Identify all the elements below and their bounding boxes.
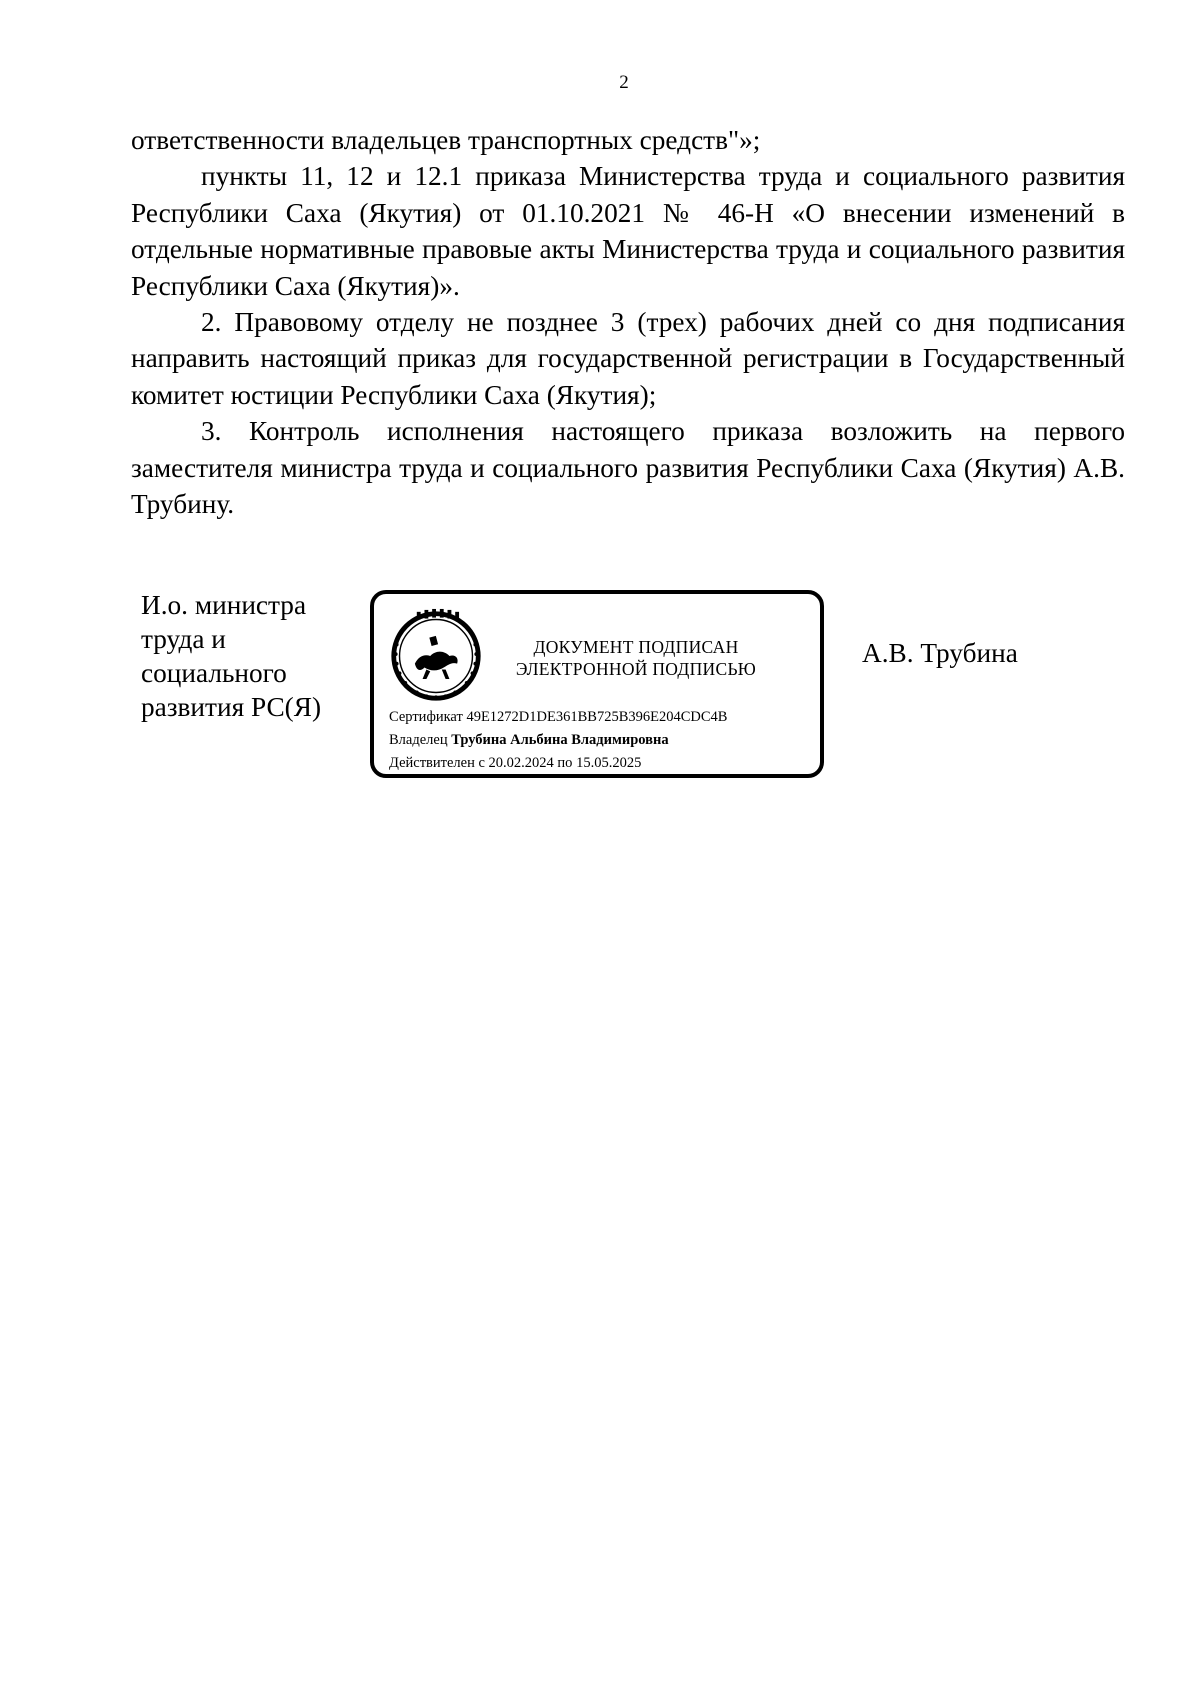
document-body: [131, 122, 1125, 522]
certificate-label: Сертификат: [389, 709, 463, 725]
page-number: 2: [619, 72, 629, 93]
owner-value: Трубина Альбина Владимировна: [451, 732, 669, 748]
valid-to-label: по: [557, 755, 573, 771]
signer-position-line: труда и: [141, 624, 226, 654]
valid-to: 15.05.2025: [576, 755, 642, 771]
paragraph-continuation: ответственности владельцев транспортных средств"»;: [131, 125, 761, 155]
validity-row: [389, 752, 819, 775]
signer-position-line: развития РС(Я): [141, 692, 322, 722]
valid-from: 20.02.2024: [488, 755, 554, 771]
certificate-row: [389, 706, 819, 729]
stamp-title-line: ЭЛЕКТРОННОЙ ПОДПИСЬЮ: [515, 659, 757, 679]
signer-name: А.В. Трубина: [862, 638, 1018, 668]
signer-position-line: социального: [141, 658, 287, 688]
stamp-details: [389, 706, 819, 775]
certificate-value: 49E1272D1DE361BB725B396E204CDC4B: [466, 709, 728, 725]
paragraph-clause-list-item: пункты 11, 12 и 12.1 приказа Министерства труда и социального развития Республики Саха (Якутия) от 01.10.2021 № 46-Н «О внесении изменений в отдельные нормативные правовые акты Министерства труда и социального развития Республики Саха (Якутия)».: [131, 161, 1125, 301]
paragraph-item-3: 3. Контроль исполнения настоящего приказа возложить на первого заместителя министра труда и социального развития Республики Саха (Якутия) А.В. Трубину.: [131, 416, 1125, 520]
valid-label: Действителен с: [389, 755, 485, 771]
paragraph-item-2: 2. Правовому отделу не позднее 3 (трех) рабочих дней со дня подписания направить настоящий приказ для государственной регистрации в Государственный комитет юстиции Республики Саха (Якутия);: [131, 307, 1125, 410]
signer-position-line: И.о. министра: [141, 590, 307, 620]
stamp-title-line: ДОКУМЕНТ ПОДПИСАН: [533, 637, 739, 657]
coat-of-arms-emblem-icon: [388, 608, 484, 704]
stamp-title: [486, 636, 786, 680]
owner-label: Владелец: [389, 732, 448, 748]
signer-position: [141, 588, 361, 724]
owner-row: [389, 729, 819, 752]
electronic-signature-stamp: [370, 590, 824, 778]
